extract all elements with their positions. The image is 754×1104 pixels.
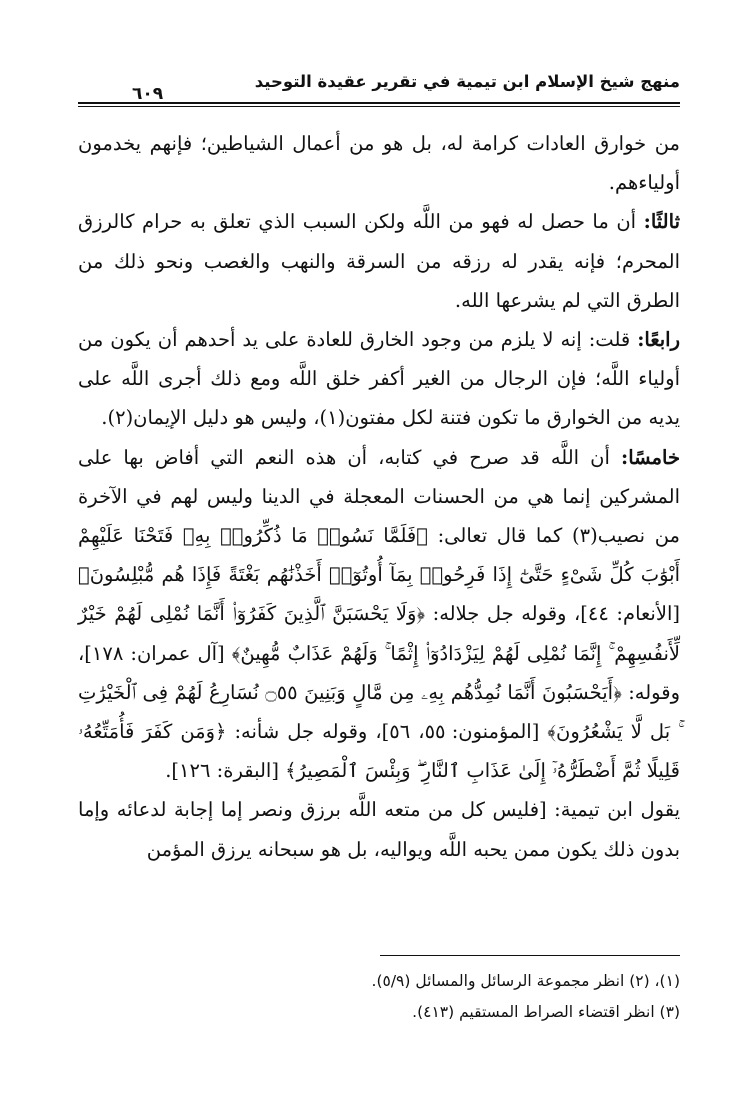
paragraph-lead: ثالثًا: [643,210,680,234]
paragraph-text: أن اللَّه قد صرح في كتابه، أن هذه النعم التي أفاض بها على المشركين إنما هي من الحسنات المعجلة في الدينا وليس لهم في الآخرة من نصيب(٣) كما قال تعالى: ﴿فَلَمَّا نَسُوا۟ مَا ذُكِّرُوا۟ بِهِۦ فَتَحْنَا عَلَيْهِمْ أَبْوَٰبَ كُلِّ شَىْءٍ حَتَّىٰٓ إِذَا فَرِحُوا۟ بِمَآ أُوتُوٓا۟ أَخَذْنَٰهُم بَغْتَةً فَإِذَا هُم مُّبْلِسُونَ﴾ [الأنعام: ٤٤]، وقوله جل جلاله: ﴿وَلَا يَحْسَبَنَّ ٱلَّذِينَ كَفَرُوٓا۟ أَنَّمَا نُمْلِى لَهُمْ خَيْرٌ لِّأَنفُسِهِمْ ۚ إِنَّمَا نُمْلِى لَهُمْ لِيَزْدَادُوٓا۟ إِثْمًا ۚ وَلَهُمْ عَذَابٌ مُّهِينٌ﴾ [آل عمران: ١٧٨]، وقوله: ﴿أَيَحْسَبُونَ أَنَّمَا نُمِدُّهُم بِهِۦ مِن مَّالٍ وَبَنِينَ ۝٥٥ نُسَارِعُ لَهُمْ فِى ٱلْخَيْرَٰتِ ۚ بَل لَّا يَشْعُرُونَ﴾ [المؤمنون: ٥٥، ٥٦]، وقوله جل شأنه: ﴿وَمَن كَفَرَ فَأُمَتِّعُهُۥ قَلِيلًا ثُمَّ أَضْطَرُّهُۥٓ إِلَىٰ عَذَابِ ٱلنَّارِ ۖ وَبِئْسَ ٱلْمَصِيرُ﴾ [البقرة: ١٢٦]. [78,445,681,783]
footnotes [78,966,680,1028]
paragraph-lead: خامسًا: [621,445,680,469]
paragraph-text: من خوارق العادات كرامة له، بل هو من أعمال الشياطين؛ فإنهم يخدمون أولياءهم. [78,132,680,195]
paragraph-text: قلت: إنه لا يلزم من وجود الخارق للعادة على يد أحدهم أن يكون من أولياء اللَّه؛ فإن الرجال من الغير أكفر خلق اللَّه ومع ذلك أجرى اللَّه على يديه من الخوارق ما تكون فتنة لكل مفتون(١)، وليس هو دليل الإيمان(٢). [78,328,680,430]
header-rule [78,102,680,104]
footnote: (٣) انظر اقتضاء الصراط المستقيم (٤١٣). [412,1003,680,1021]
paragraph-lead: رابعًا: [637,328,680,352]
page-number: ٦٠٩ [132,84,164,104]
page-header [78,70,680,104]
paragraph [78,124,680,202]
paragraph-text: يقول ابن تيمية: [فليس كل من متعه اللَّه برزق ونصر إما إجابة لدعائه وإما بدون ذلك يكون ممن يحبه اللَّه ويواليه، بل هو سبحانه يرزق المؤمن [78,798,680,861]
paragraph-text: أن ما حصل له فهو من اللَّه ولكن السبب الذي تعلق به حرام كالرزق المحرم؛ فإنه يقدر له رزقه من السرقة والنهب والغصب ونحو ذلك من الطرق التي لم يشرعها الله. [78,210,680,312]
paragraph [78,202,680,320]
paragraph [78,320,680,438]
paragraph [78,438,680,791]
footnote: (١)، (٢) انظر مجموعة الرسائل والمسائل (٥/٩). [371,972,680,990]
header-rule-thin [78,106,680,107]
running-title: منهج شيخ الإسلام ابن تيمية في تقرير عقيدة التوحيد [254,72,680,91]
paragraph [78,790,680,868]
footnote-separator [380,955,680,956]
body-text [78,124,680,869]
